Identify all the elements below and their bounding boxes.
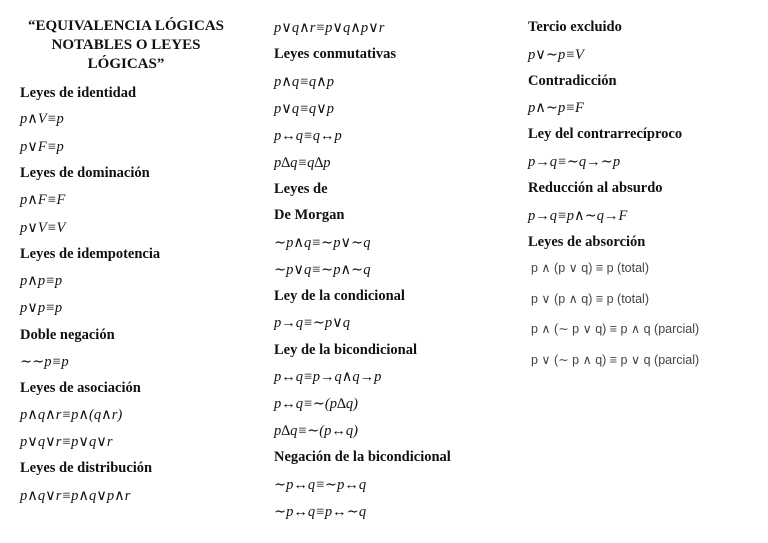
formula: p∧V≡p (20, 111, 64, 127)
formula: p∨p≡p (20, 300, 63, 316)
formula: p∆q≡q∆p (274, 155, 331, 171)
formula: p∨q≡q∨p (274, 101, 335, 117)
formula: p↔q≡q↔p (274, 128, 342, 144)
law-heading: Leyes de identidad (20, 85, 137, 101)
formula: p∨q∧r≡p∨q∧p∨r (274, 20, 385, 36)
formula: ∼p↔q≡∼p↔q (274, 477, 367, 493)
formula: p ∧ (p ∨ q) ≡ p (total) (531, 261, 649, 275)
formula: p∧q∨r≡p∧q∨p∧r (20, 488, 131, 504)
formula: p→q≡∼p∨q (274, 315, 351, 331)
formula: p→q≡∼q→∼p (528, 154, 621, 170)
formula: p ∨ (∼ p ∧ q) ≡ p ∨ q (parcial) (531, 353, 700, 367)
law-heading: Leyes de dominación (20, 165, 150, 181)
law-heading: Leyes de (274, 181, 328, 197)
law-heading: Leyes de distribución (20, 460, 153, 476)
law-heading: Reducción al absurdo (528, 180, 663, 196)
formula: p∨F≡p (20, 139, 64, 155)
formula: p∧∼p≡F (528, 100, 584, 116)
formula: ∼∼p≡p (20, 354, 69, 370)
law-heading: Tercio excluido (528, 19, 622, 35)
law-heading: De Morgan (274, 207, 345, 223)
formula: p↔q≡∼(p∆q) (274, 396, 358, 412)
formula: p↔q≡p→q∧q→p (274, 369, 382, 385)
formula: p∧q∧r≡p∧(q∧r) (20, 407, 123, 423)
law-heading: Leyes conmutativas (274, 46, 397, 62)
law-heading: Negación de la bicondicional (274, 449, 451, 465)
page-title: “EQUIVALENCIA LÓGICAS NOTABLES O LEYES LÓGICAS” (27, 18, 225, 72)
formula: p∧F≡F (20, 192, 66, 208)
formula: p∆q≡∼(p↔q) (274, 423, 358, 439)
law-heading: Leyes de asociación (20, 380, 141, 396)
formula: ∼p∧q≡∼p∨∼q (274, 235, 371, 251)
formula: p→q≡p∧∼q→F (528, 208, 628, 224)
formula: p∧q≡q∧p (274, 74, 335, 90)
formula: p∧p≡p (20, 273, 63, 289)
law-heading: Ley de la bicondicional (274, 342, 418, 358)
law-heading: Ley del contrarrecíproco (528, 126, 683, 142)
formula: p∨q∨r≡p∨q∨r (20, 434, 113, 450)
formula: p∨∼p≡V (528, 47, 584, 63)
formula: p ∨ (p ∧ q) ≡ p (total) (531, 292, 649, 306)
law-heading: Doble negación (20, 327, 115, 343)
law-heading: Leyes de absorción (528, 234, 646, 250)
formula: p∨V≡V (20, 220, 66, 236)
law-heading: Contradicción (528, 73, 617, 89)
formula: p ∧ (∼ p ∨ q) ≡ p ∧ q (parcial) (531, 322, 700, 336)
law-heading: Leyes de idempotencia (20, 246, 161, 262)
law-heading: Ley de la condicional (274, 288, 405, 304)
formula: ∼p∨q≡∼p∧∼q (274, 262, 371, 278)
formula: ∼p↔q≡p↔∼q (274, 504, 367, 520)
